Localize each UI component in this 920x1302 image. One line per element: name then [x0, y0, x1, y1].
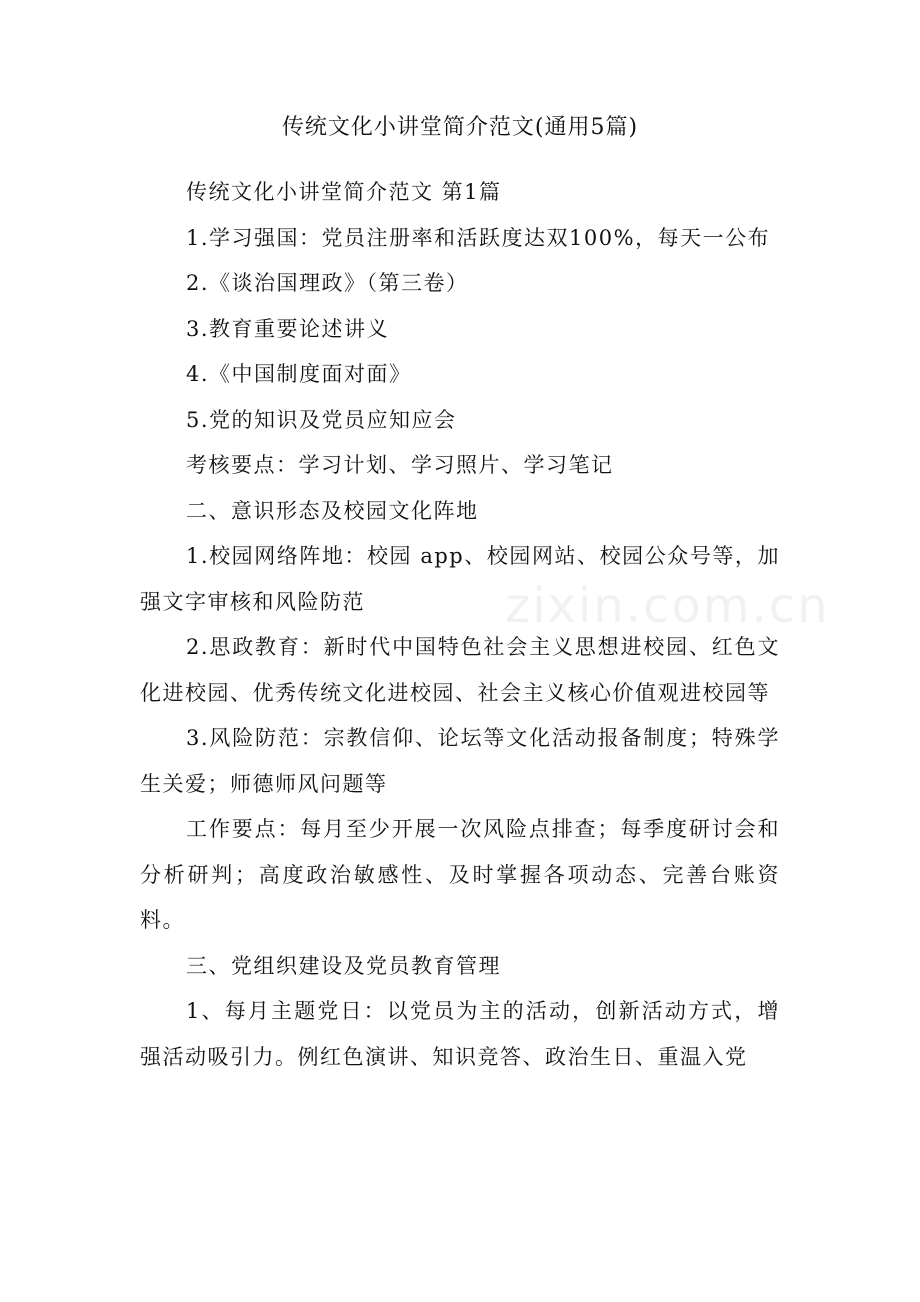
- list-item: 5.党的知识及党员应知应会: [186, 407, 457, 432]
- watermark: zixin.com.cn: [505, 578, 830, 634]
- assessment-points: 考核要点：学习计划、学习照片、学习笔记: [186, 453, 614, 477]
- list-item: 1.学习强国：党员注册率和活跃度达双100%，每天一公布: [186, 225, 771, 250]
- document-body: [140, 170, 780, 1080]
- list-item: 1.校园网络阵地：校园 app、校园网站、校园公众号等，加强文字审核和风险防范: [140, 544, 780, 614]
- list-item: 2.思政教育：新时代中国特色社会主义思想进校园、红色文化进校园、优秀传统文化进校园、社会主义核心价值观进校园等: [140, 635, 780, 705]
- section-heading: 二、意识形态及校园文化阵地: [186, 498, 479, 523]
- section-heading: 传统文化小讲堂简介范文 第1篇: [186, 180, 502, 204]
- work-points: 工作要点：每月至少开展一次风险点排查；每季度研讨会和分析研判；高度政治敏感性、及时掌握各项动态、完善台账资料。: [140, 817, 780, 932]
- section-heading: 三、党组织建设及党员教育管理: [186, 953, 501, 978]
- list-item: 3.风险防范：宗教信仰、论坛等文化活动报备制度；特殊学生关爱；师德师风问题等: [140, 726, 780, 796]
- list-item: 4.《中国制度面对面》: [186, 362, 412, 386]
- list-item: 1、每月主题党日：以党员为主的活动，创新活动方式，增强活动吸引力。例红色演讲、知识竞答、政治生日、重温入党: [140, 999, 780, 1069]
- list-item: 2.《谈治国理政》（第三卷）: [186, 271, 469, 295]
- list-item: 3.教育重要论述讲义: [186, 316, 390, 341]
- document-title: 传统文化小讲堂简介范文(通用5篇): [281, 115, 639, 140]
